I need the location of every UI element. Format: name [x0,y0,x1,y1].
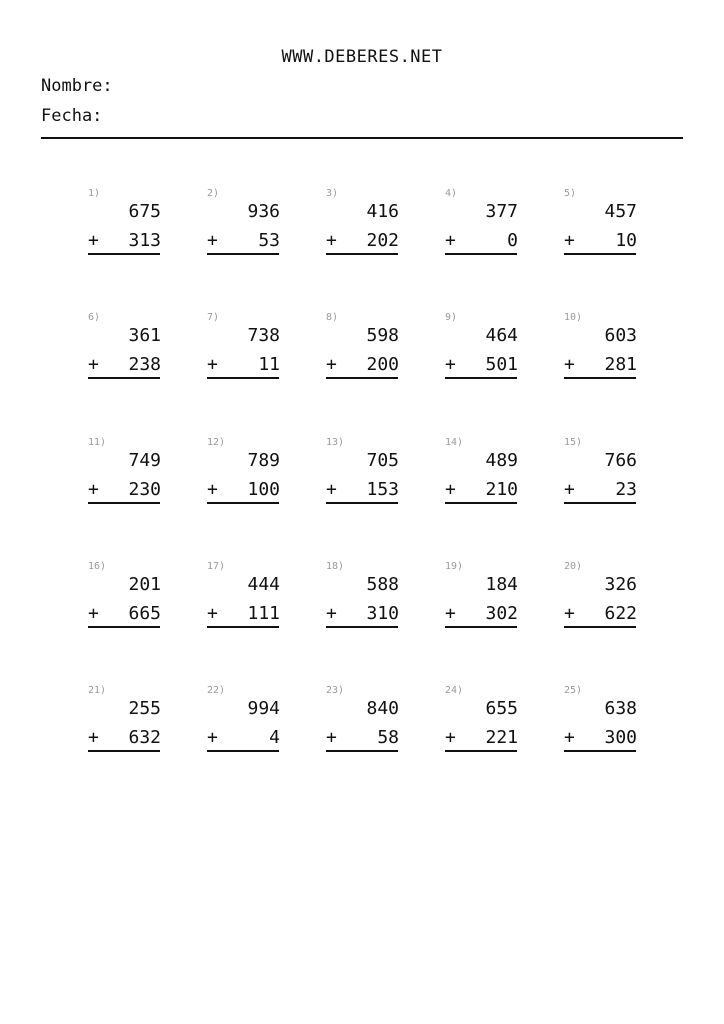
addition-problem [207,437,281,517]
plus-sign: + [326,727,337,748]
addend-top: 789 [247,450,280,471]
problem-number: 8) [326,312,339,323]
addition-problem [326,685,400,765]
plus-sign: + [564,727,575,748]
plus-sign: + [88,727,99,748]
addend-bottom: 281 [604,354,637,375]
plus-sign: + [445,230,456,251]
plus-sign: + [445,479,456,500]
plus-sign: + [88,479,99,500]
answer-line [326,750,398,752]
site-title: WWW.DEBERES.NET [281,47,443,67]
addition-problem [445,188,519,268]
answer-line [564,502,636,504]
addition-problem [207,685,281,765]
addition-problem [207,312,281,392]
plus-sign: + [564,230,575,251]
plus-sign: + [88,354,99,375]
addend-bottom: 111 [247,603,280,624]
addition-problem [564,437,638,517]
addition-problem [88,188,162,268]
answer-line [207,502,279,504]
answer-line [445,626,517,628]
answer-line [88,502,160,504]
answer-line [207,377,279,379]
answer-line [88,626,160,628]
answer-line [326,626,398,628]
plus-sign: + [326,354,337,375]
plus-sign: + [564,479,575,500]
plus-sign: + [207,479,218,500]
problem-number: 11) [88,437,107,448]
answer-line [564,750,636,752]
addend-top: 201 [128,574,161,595]
plus-sign: + [207,727,218,748]
answer-line [445,253,517,255]
addend-bottom: 0 [507,230,518,251]
plus-sign: + [207,354,218,375]
answer-line [326,253,398,255]
answer-line [88,253,160,255]
answer-line [207,750,279,752]
answer-line [88,377,160,379]
addend-bottom: 210 [485,479,518,500]
problem-number: 5) [564,188,577,199]
addition-problem [326,437,400,517]
addend-bottom: 302 [485,603,518,624]
plus-sign: + [445,727,456,748]
addend-bottom: 200 [366,354,399,375]
addition-problem [564,685,638,765]
addition-problem [88,312,162,392]
problem-number: 21) [88,685,107,696]
problem-number: 1) [88,188,101,199]
addend-bottom: 11 [258,354,280,375]
addend-top: 416 [366,201,399,222]
addend-bottom: 53 [258,230,280,251]
answer-line [564,253,636,255]
problem-number: 9) [445,312,458,323]
addend-top: 994 [247,698,280,719]
addend-top: 675 [128,201,161,222]
plus-sign: + [207,603,218,624]
answer-line [207,626,279,628]
addend-bottom: 501 [485,354,518,375]
plus-sign: + [207,230,218,251]
answer-line [564,626,636,628]
name-label: Nombre: [41,76,113,96]
addend-top: 326 [604,574,637,595]
problem-number: 25) [564,685,583,696]
addend-top: 598 [366,325,399,346]
problem-number: 15) [564,437,583,448]
answer-line [326,377,398,379]
problem-number: 13) [326,437,345,448]
addend-top: 655 [485,698,518,719]
plus-sign: + [326,603,337,624]
problem-number: 16) [88,561,107,572]
addend-bottom: 202 [366,230,399,251]
addition-problem [326,561,400,641]
addition-problem [564,312,638,392]
addition-problem [326,188,400,268]
problem-number: 17) [207,561,226,572]
addition-problem [445,437,519,517]
addend-top: 489 [485,450,518,471]
problem-number: 3) [326,188,339,199]
addition-problem [564,188,638,268]
addition-problem [445,685,519,765]
addend-bottom: 665 [128,603,161,624]
answer-line [445,750,517,752]
addend-top: 766 [604,450,637,471]
addend-top: 749 [128,450,161,471]
addend-top: 361 [128,325,161,346]
answer-line [445,377,517,379]
date-label: Fecha: [41,106,103,126]
addend-top: 705 [366,450,399,471]
problem-number: 22) [207,685,226,696]
addition-problem [207,561,281,641]
answer-line [564,377,636,379]
problem-number: 12) [207,437,226,448]
addend-bottom: 4 [269,727,280,748]
plus-sign: + [326,479,337,500]
addend-top: 588 [366,574,399,595]
addend-top: 464 [485,325,518,346]
problem-number: 10) [564,312,583,323]
addition-problem [326,312,400,392]
problem-number: 6) [88,312,101,323]
problem-number: 24) [445,685,464,696]
problem-number: 4) [445,188,458,199]
answer-line [207,253,279,255]
addend-bottom: 23 [615,479,637,500]
addition-problem [88,437,162,517]
problem-number: 14) [445,437,464,448]
addend-bottom: 313 [128,230,161,251]
addend-bottom: 238 [128,354,161,375]
addend-bottom: 310 [366,603,399,624]
problem-number: 7) [207,312,220,323]
addend-bottom: 100 [247,479,280,500]
problem-number: 20) [564,561,583,572]
answer-line [445,502,517,504]
plus-sign: + [445,603,456,624]
problem-number: 2) [207,188,220,199]
problem-number: 18) [326,561,345,572]
addend-top: 444 [247,574,280,595]
addend-top: 638 [604,698,637,719]
addend-top: 603 [604,325,637,346]
addend-bottom: 632 [128,727,161,748]
problem-number: 23) [326,685,345,696]
addition-problem [445,312,519,392]
answer-line [326,502,398,504]
addend-bottom: 153 [366,479,399,500]
plus-sign: + [564,354,575,375]
plus-sign: + [564,603,575,624]
plus-sign: + [88,230,99,251]
addend-bottom: 58 [377,727,399,748]
addition-problem [88,685,162,765]
addend-bottom: 221 [485,727,518,748]
plus-sign: + [445,354,456,375]
addend-bottom: 230 [128,479,161,500]
plus-sign: + [326,230,337,251]
addend-top: 457 [604,201,637,222]
problem-number: 19) [445,561,464,572]
addend-top: 840 [366,698,399,719]
addition-problem [564,561,638,641]
addition-problem [445,561,519,641]
addend-top: 738 [247,325,280,346]
plus-sign: + [88,603,99,624]
addition-problem [207,188,281,268]
addend-top: 255 [128,698,161,719]
addition-problem [88,561,162,641]
addend-top: 377 [485,201,518,222]
addend-top: 184 [485,574,518,595]
addend-bottom: 622 [604,603,637,624]
addend-top: 936 [247,201,280,222]
addend-bottom: 300 [604,727,637,748]
addend-bottom: 10 [615,230,637,251]
answer-line [88,750,160,752]
